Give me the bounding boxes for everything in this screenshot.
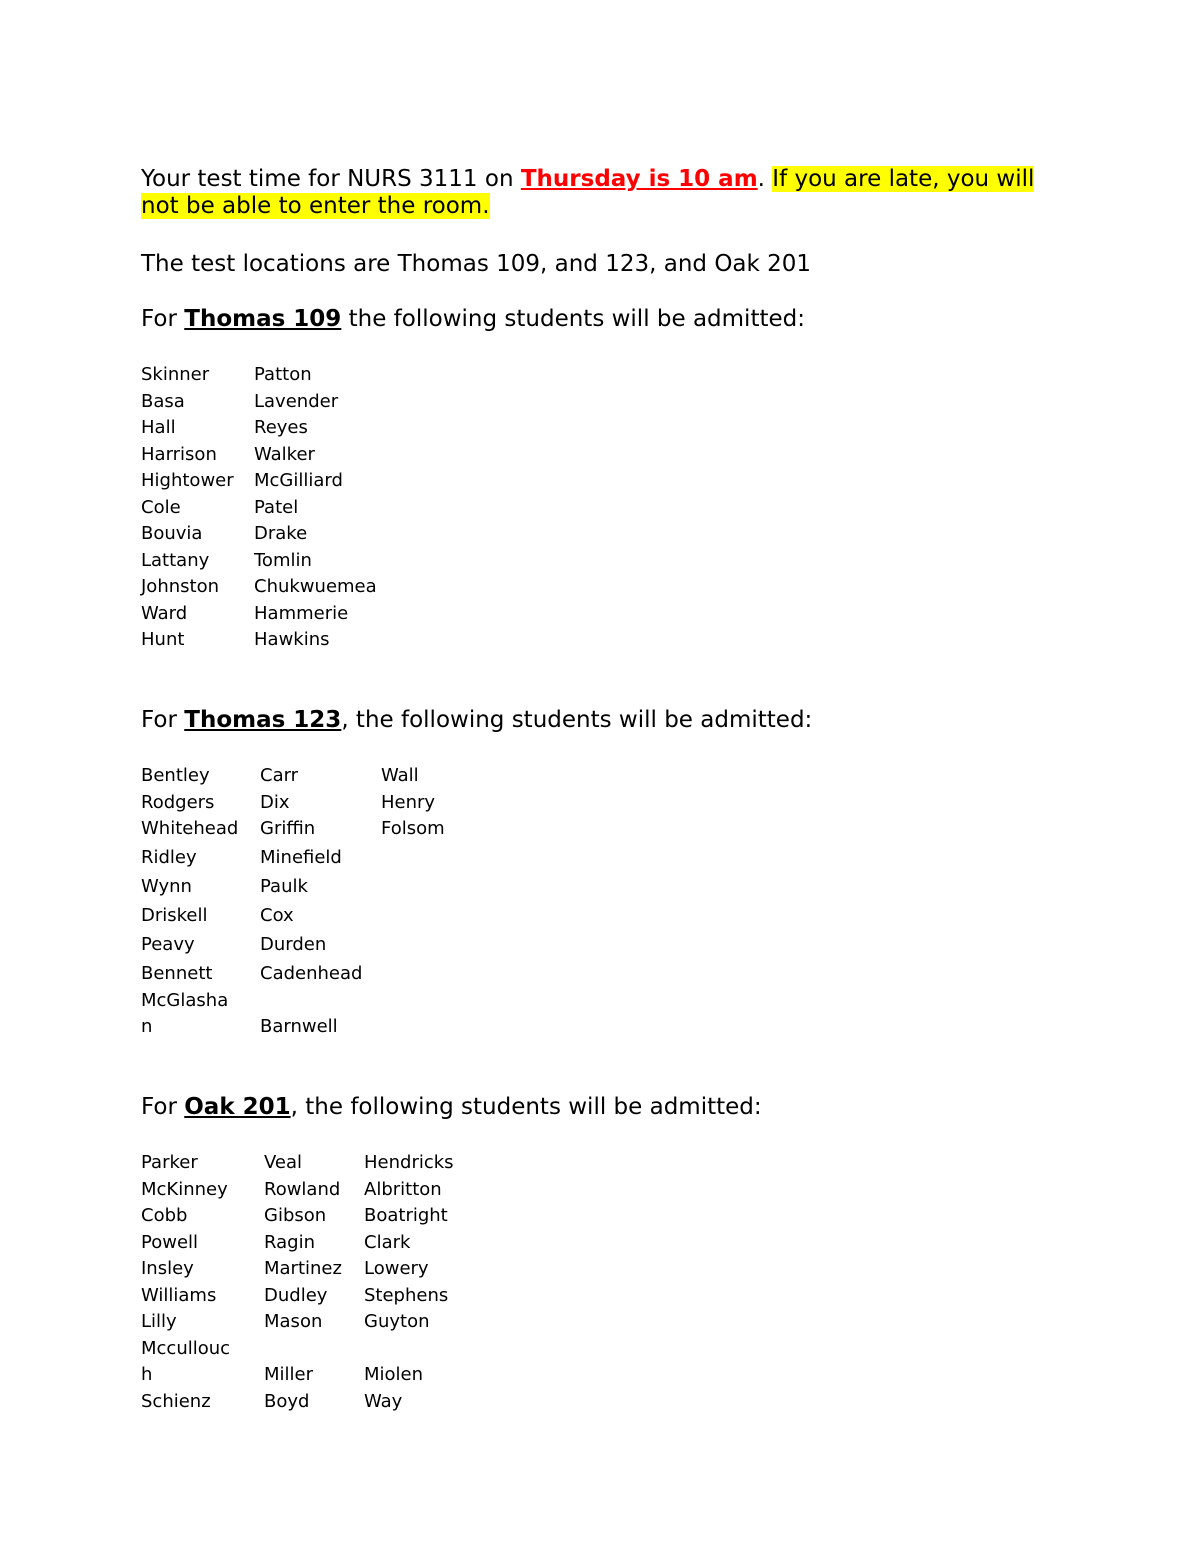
student-name: Way (364, 1390, 403, 1412)
student-name: Bouvia (141, 523, 203, 544)
section-prefix: For (141, 707, 185, 733)
student-name: Chukwuemea (254, 576, 377, 597)
student-name: Lowery (364, 1258, 429, 1279)
student-name: h (141, 1364, 153, 1385)
student-name: Cole (141, 496, 181, 518)
student-name: Rodgers (141, 791, 215, 813)
student-name: Parker (141, 1152, 198, 1173)
section-prefix: For (141, 306, 185, 332)
section-suffix: , the following students will be admitted: (341, 707, 813, 733)
student-column (141, 1150, 230, 1415)
student-name: n (141, 1016, 153, 1037)
student-name: Barnwell (260, 1016, 338, 1037)
student-name: Ridley (141, 847, 197, 868)
student-name: Powell (141, 1231, 199, 1253)
student-column (141, 763, 238, 1041)
student-name: Cobb (141, 1205, 188, 1226)
student-name: Harrison (141, 443, 217, 465)
student-name: Martinez (264, 1258, 342, 1279)
student-name: Driskell (141, 905, 208, 926)
student-name: Patel (254, 496, 299, 518)
student-name: Walker (254, 443, 315, 465)
student-name: Hightower (141, 470, 234, 491)
student-name (264, 1336, 342, 1363)
student-name: Williams (141, 1284, 217, 1306)
student-name: Insley (141, 1258, 194, 1279)
student-name: Wynn (141, 876, 192, 897)
student-name: Drake (254, 523, 308, 544)
student-name: Folsom (381, 818, 445, 839)
student-name: Boatright (364, 1205, 448, 1226)
student-name: Hendricks (364, 1152, 454, 1173)
student-name: Henry (381, 791, 436, 813)
student-name: Wall (381, 765, 419, 786)
section-heading-thomas-109 (141, 304, 805, 334)
intro-prefix: Your test time for NURS 3111 on (141, 166, 521, 192)
student-name: Dudley (264, 1284, 328, 1306)
student-name: Gibson (264, 1205, 327, 1226)
student-name: Reyes (254, 417, 308, 438)
late-warning: If you are late, you will not be able to enter the room. (141, 166, 1035, 219)
student-name: Lattany (141, 549, 210, 571)
room-name: Thomas 123 (184, 707, 342, 733)
student-name: Dix (260, 791, 290, 813)
student-name: Albritton (364, 1178, 442, 1200)
section-suffix: , the following students will be admitted: (290, 1094, 762, 1120)
student-name: Lavender (254, 390, 339, 412)
student-name: Basa (141, 390, 185, 412)
student-name (260, 988, 362, 1015)
section-heading-oak-201 (141, 1092, 762, 1122)
student-name: Bennett (141, 963, 213, 984)
student-column (254, 362, 377, 654)
student-name: Veal (264, 1152, 303, 1173)
student-name: McKinney (141, 1178, 228, 1200)
student-name: Mason (264, 1311, 323, 1332)
student-column (141, 362, 234, 654)
student-name: Hall (141, 417, 176, 438)
student-column (381, 763, 445, 843)
student-name: Griffin (260, 818, 316, 839)
student-name: Stephens (364, 1284, 449, 1306)
section-prefix: For (141, 1094, 185, 1120)
student-name: Ward (141, 602, 188, 624)
student-name: Hunt (141, 629, 185, 650)
room-name: Thomas 109 (184, 306, 342, 332)
intro-period: . (757, 166, 773, 192)
student-name: Hammerie (254, 602, 349, 624)
student-name: Ragin (264, 1231, 315, 1253)
student-column (264, 1150, 342, 1415)
student-name: Cadenhead (260, 963, 363, 984)
student-name: Patton (254, 364, 312, 385)
student-name: Rowland (264, 1178, 341, 1200)
room-name: Oak 201 (184, 1094, 291, 1120)
test-time-notice (141, 166, 1071, 220)
student-column (260, 763, 362, 1041)
student-name: Boyd (264, 1390, 310, 1412)
student-name: Hawkins (254, 629, 330, 650)
student-name (364, 1336, 454, 1363)
student-name: Guyton (364, 1311, 430, 1332)
student-name: Tomlin (254, 549, 312, 571)
student-name: Minefield (260, 847, 342, 868)
student-name: McGilliard (254, 470, 343, 491)
student-name: Skinner (141, 364, 210, 385)
section-suffix: the following students will be admitted: (341, 306, 805, 332)
student-name: Miolen (364, 1364, 424, 1385)
student-name: Cox (260, 905, 294, 926)
student-name: McGlasha (141, 989, 229, 1011)
student-name: Schienz (141, 1390, 211, 1412)
student-name: Johnston (141, 576, 219, 597)
student-name: Clark (364, 1231, 411, 1253)
student-name: Lilly (141, 1311, 177, 1332)
locations-line: The test locations are Thomas 109, and 123, and Oak 201 (141, 251, 812, 277)
student-name: Mccullouc (141, 1337, 231, 1359)
student-name: Bentley (141, 765, 210, 786)
student-name: Peavy (141, 934, 195, 955)
student-name: Durden (260, 934, 327, 955)
student-name: Miller (264, 1364, 314, 1385)
test-day-time: Thursday is 10 am (520, 166, 758, 192)
student-name: Paulk (260, 876, 308, 897)
student-name: Carr (260, 765, 299, 786)
student-name: Whitehead (141, 818, 239, 839)
section-heading-thomas-123 (141, 705, 812, 735)
student-column (364, 1150, 454, 1415)
